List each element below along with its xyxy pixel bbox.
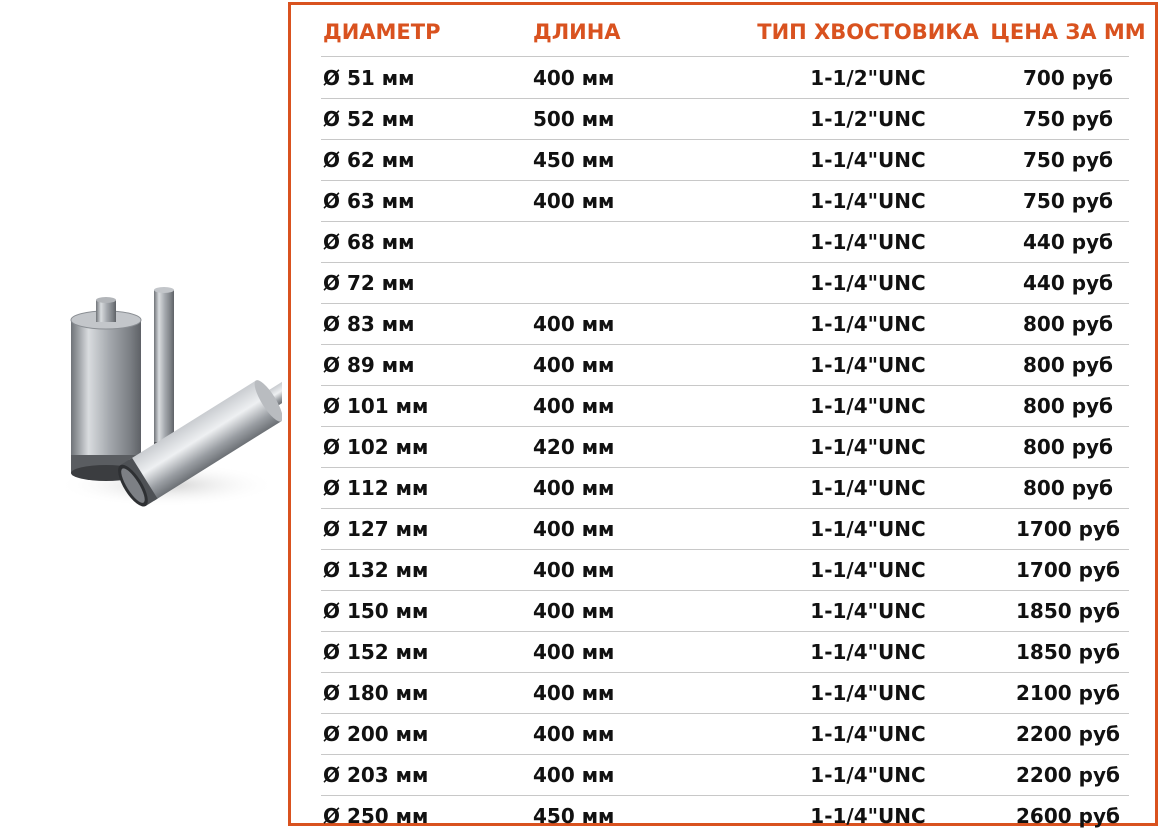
cell-shank-type: 1-1/4"UNC [810, 722, 926, 746]
cell-shank-type: 1-1/4"UNC [810, 271, 926, 295]
cell-price: 750 руб [1022, 107, 1114, 131]
cell-price: 440 руб [1022, 230, 1114, 254]
cell-length: 400 мм [533, 476, 615, 500]
header-price-per-mm: ЦЕНА ЗА ММ [990, 20, 1146, 44]
cell-diameter: Ø 102 мм [323, 435, 429, 459]
cell-length: 400 мм [533, 394, 615, 418]
cell-length: 450 мм [533, 148, 615, 172]
cell-diameter: Ø 200 мм [323, 722, 429, 746]
table-body [321, 58, 1129, 836]
cell-price: 1850 руб [1016, 599, 1120, 623]
cell-length: 400 мм [533, 517, 615, 541]
header-length: ДЛИНА [533, 20, 621, 44]
cell-shank-type: 1-1/2"UNC [810, 66, 926, 90]
cell-shank-type: 1-1/4"UNC [810, 476, 926, 500]
cell-price: 2600 руб [1016, 804, 1120, 828]
cell-shank-type: 1-1/4"UNC [810, 640, 926, 664]
cell-shank-type: 1-1/4"UNC [810, 353, 926, 377]
cell-length: 420 мм [533, 435, 615, 459]
cell-price: 800 руб [1022, 353, 1114, 377]
cell-diameter: Ø 127 мм [323, 517, 429, 541]
header-diameter: ДИАМЕТР [323, 20, 441, 44]
cell-length: 400 мм [533, 599, 615, 623]
cell-price: 800 руб [1022, 476, 1114, 500]
cell-diameter: Ø 83 мм [323, 312, 415, 336]
cell-shank-type: 1-1/4"UNC [810, 312, 926, 336]
cell-diameter: Ø 68 мм [323, 230, 415, 254]
cell-diameter: Ø 63 мм [323, 189, 415, 213]
table-row [321, 796, 1129, 836]
cell-price: 440 руб [1022, 271, 1114, 295]
price-table [288, 2, 1158, 826]
cell-price: 2200 руб [1016, 722, 1120, 746]
table-header [321, 20, 1146, 57]
cell-price: 700 руб [1022, 66, 1114, 90]
table-row [321, 632, 1129, 673]
cell-shank-type: 1-1/4"UNC [810, 230, 926, 254]
cell-diameter: Ø 203 мм [323, 763, 429, 787]
cell-shank-type: 1-1/4"UNC [810, 189, 926, 213]
cell-length: 400 мм [533, 312, 615, 336]
cell-length: 400 мм [533, 558, 615, 582]
cell-length: 400 мм [533, 353, 615, 377]
table-row [321, 140, 1129, 181]
cell-shank-type: 1-1/4"UNC [810, 148, 926, 172]
cell-length: 500 мм [533, 107, 615, 131]
cell-price: 750 руб [1022, 189, 1114, 213]
cell-price: 800 руб [1022, 394, 1114, 418]
table-row [321, 386, 1129, 427]
table-row [321, 58, 1129, 99]
cell-price: 2100 руб [1016, 681, 1120, 705]
cell-diameter: Ø 72 мм [323, 271, 415, 295]
table-row [321, 673, 1129, 714]
table-row [321, 304, 1129, 345]
cell-diameter: Ø 89 мм [323, 353, 415, 377]
cell-price: 750 руб [1022, 148, 1114, 172]
cell-length: 400 мм [533, 722, 615, 746]
table-row [321, 550, 1129, 591]
table-row [321, 591, 1129, 632]
cell-shank-type: 1-1/4"UNC [810, 435, 926, 459]
cell-length: 450 мм [533, 804, 615, 828]
cell-length: 400 мм [533, 189, 615, 213]
cell-diameter: Ø 150 мм [323, 599, 429, 623]
cell-price: 800 руб [1022, 435, 1114, 459]
cell-shank-type: 1-1/4"UNC [810, 599, 926, 623]
table-row [321, 345, 1129, 386]
cell-price: 1850 руб [1016, 640, 1120, 664]
table-row [321, 714, 1129, 755]
cell-shank-type: 1-1/4"UNC [810, 681, 926, 705]
cell-diameter: Ø 250 мм [323, 804, 429, 828]
cell-length: 400 мм [533, 66, 615, 90]
cell-price: 1700 руб [1016, 558, 1120, 582]
table-row [321, 468, 1129, 509]
cell-diameter: Ø 52 мм [323, 107, 415, 131]
cell-shank-type: 1-1/2"UNC [810, 107, 926, 131]
table-row [321, 263, 1129, 304]
cell-shank-type: 1-1/4"UNC [810, 517, 926, 541]
cell-price: 2200 руб [1016, 763, 1120, 787]
cell-length: 400 мм [533, 681, 615, 705]
table-row [321, 99, 1129, 140]
cell-shank-type: 1-1/4"UNC [810, 394, 926, 418]
table-row [321, 181, 1129, 222]
cell-diameter: Ø 132 мм [323, 558, 429, 582]
cell-shank-type: 1-1/4"UNC [810, 558, 926, 582]
cell-length: 400 мм [533, 763, 615, 787]
cell-diameter: Ø 101 мм [323, 394, 429, 418]
cell-price: 1700 руб [1016, 517, 1120, 541]
diamond-core-drill-bits-icon [42, 280, 282, 520]
cell-diameter: Ø 51 мм [323, 66, 415, 90]
table-row [321, 427, 1129, 468]
cell-diameter: Ø 180 мм [323, 681, 429, 705]
cell-price: 800 руб [1022, 312, 1114, 336]
cell-diameter: Ø 152 мм [323, 640, 429, 664]
header-shank-type: ТИП ХВОСТОВИКА [757, 20, 979, 44]
table-row [321, 509, 1129, 550]
cell-shank-type: 1-1/4"UNC [810, 804, 926, 828]
drill-bits-image [42, 280, 282, 520]
cell-diameter: Ø 112 мм [323, 476, 429, 500]
cell-length: 400 мм [533, 640, 615, 664]
table-row [321, 222, 1129, 263]
table-row [321, 755, 1129, 796]
cell-shank-type: 1-1/4"UNC [810, 763, 926, 787]
cell-diameter: Ø 62 мм [323, 148, 415, 172]
